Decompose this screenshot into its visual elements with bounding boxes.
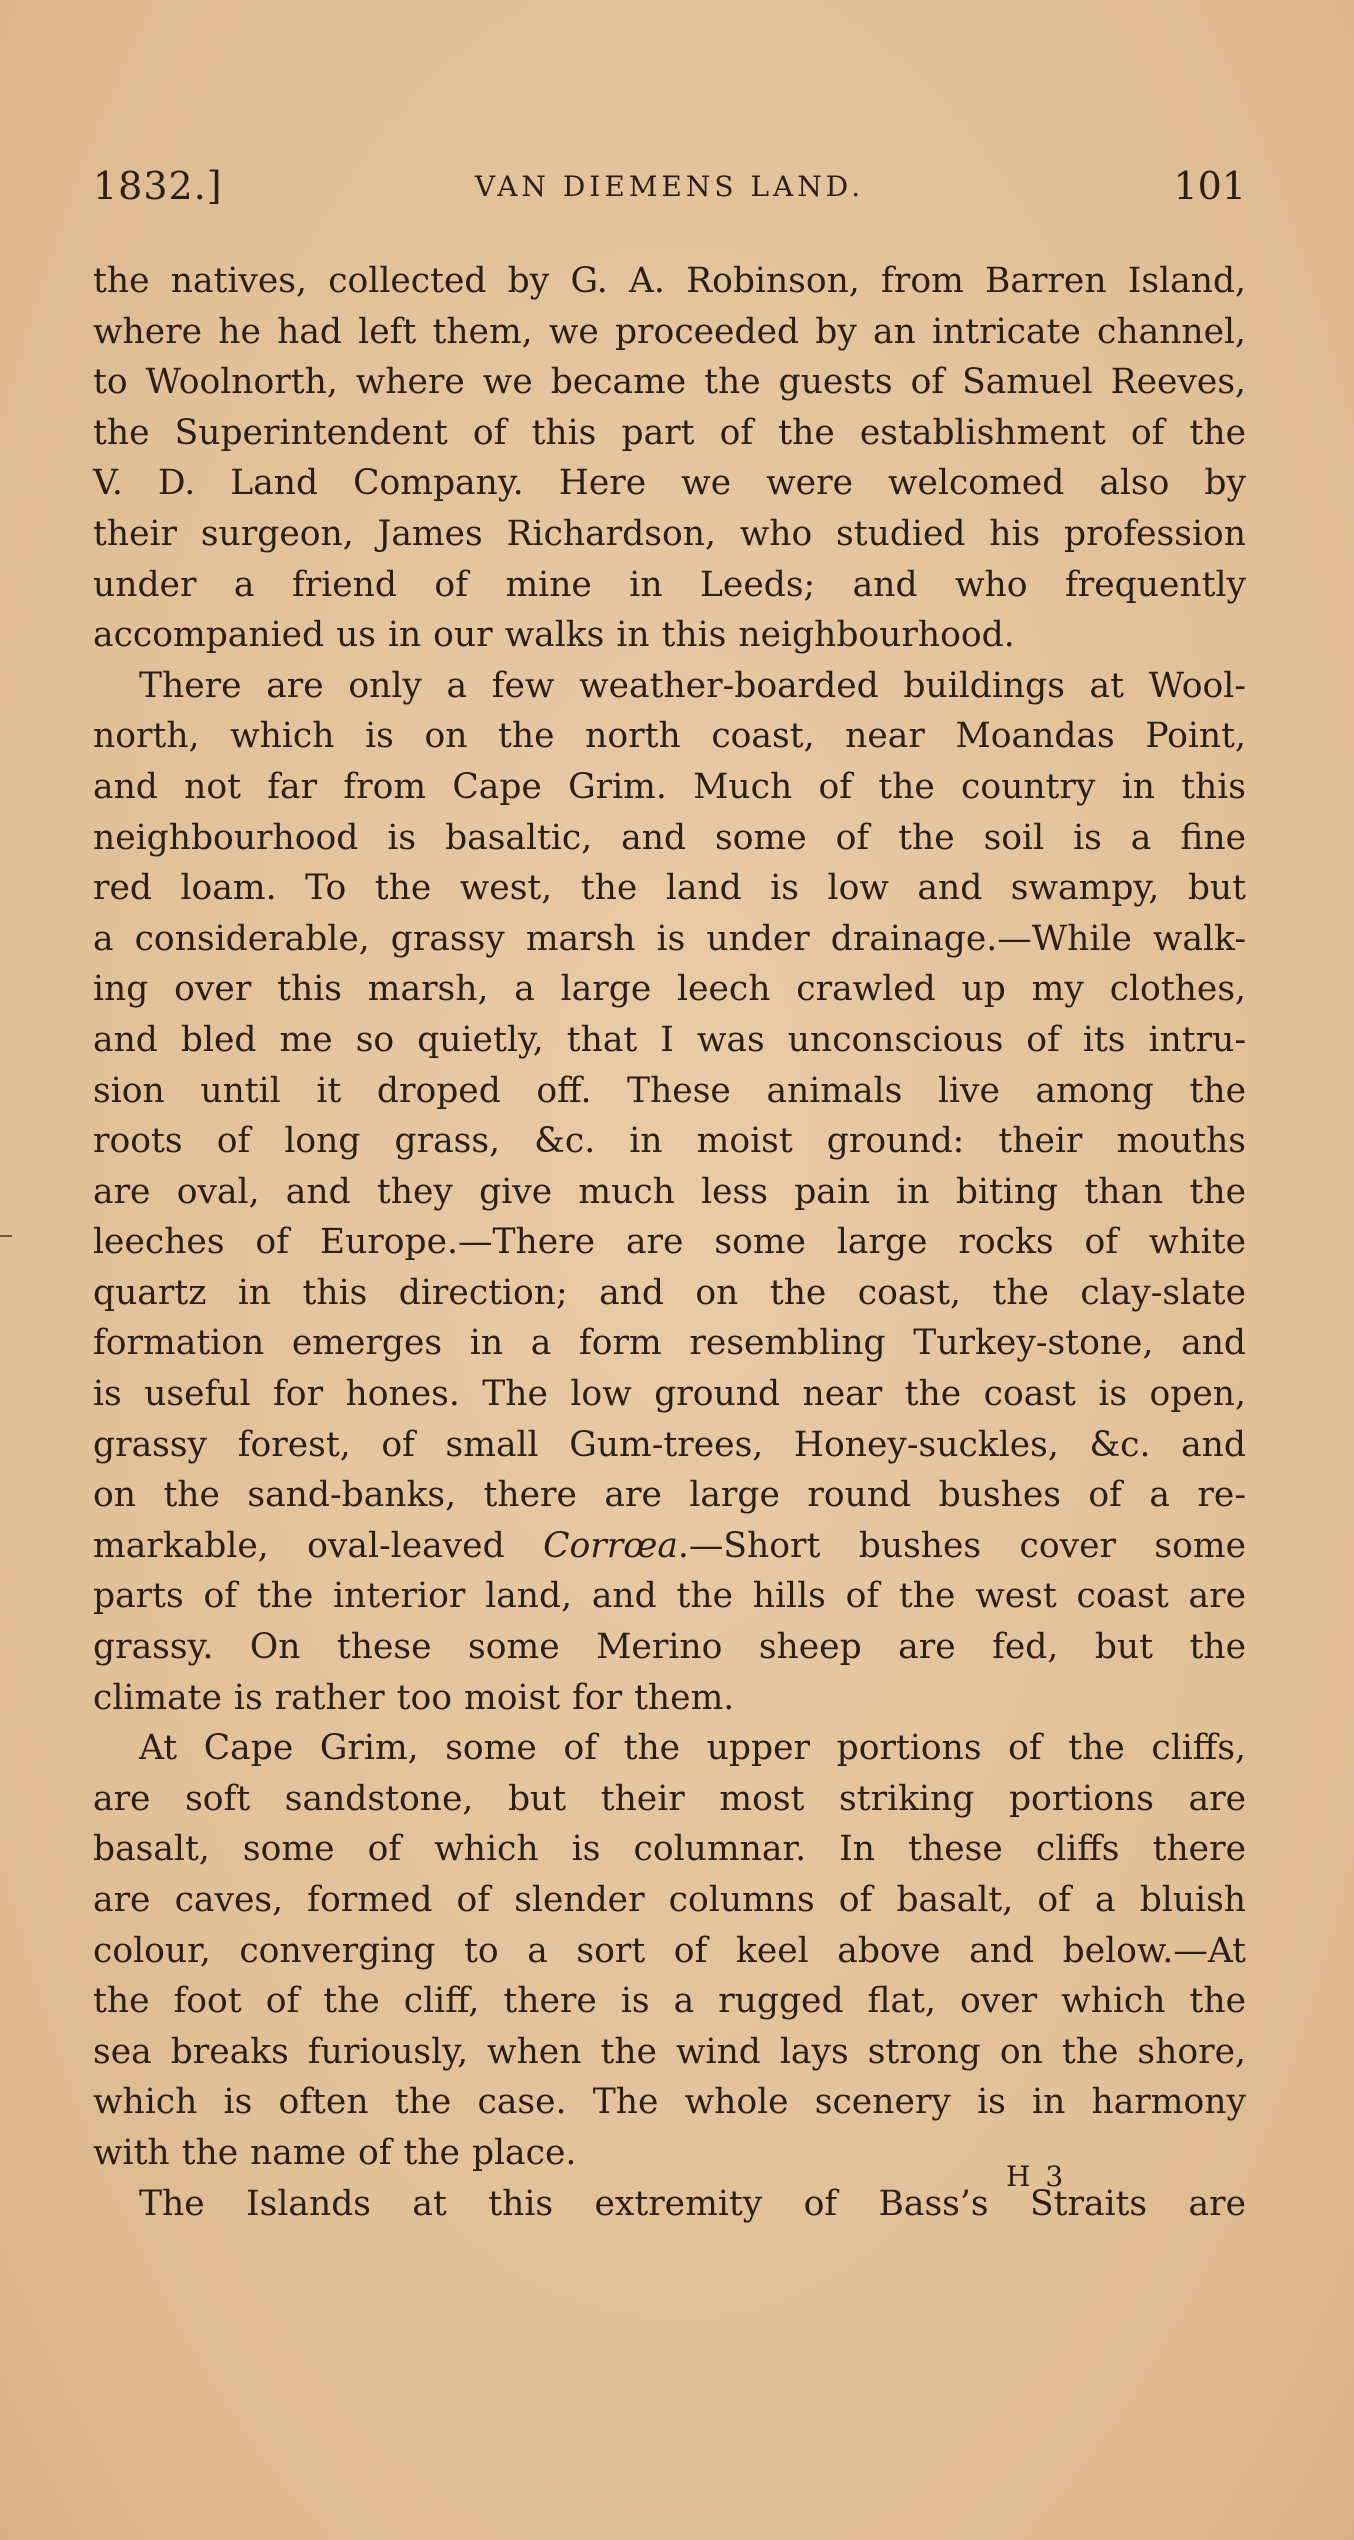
- paragraph-start-line: The Islands at this extremity of Bass’s Straits are: [139, 2183, 1246, 2224]
- text-line: are caves, formed of slender columns of basalt, of a bluish: [93, 1880, 1246, 1920]
- margin-mark: [0, 1235, 12, 1237]
- text-line: parts of the interior land, and the hills of the west coast are: [93, 1576, 1246, 1617]
- text-line: the Superintendent of this part of the establishment of the: [93, 412, 1246, 453]
- italic-plant-name: Corrœa: [543, 1525, 678, 1566]
- text-line: on the sand-banks, there are large round bushes of a re-: [93, 1475, 1246, 1516]
- text-line: and not far from Cape Grim. Much of the country in this: [93, 766, 1246, 807]
- text-line: accompanied us in our walks in this neighbourhood.: [93, 615, 1015, 656]
- line-segment: .—Short bushes cover some: [677, 1525, 1247, 1566]
- header-year: 1832.]: [93, 164, 223, 208]
- text-line: with the name of the place.: [93, 2132, 577, 2173]
- text-line: grassy. On these some Merino sheep are fed, but the: [93, 1627, 1246, 1668]
- text-line: are soft sandstone, but their most striking portions are: [93, 1778, 1246, 1819]
- text-line: leeches of Europe.—There are some large rocks of white: [93, 1222, 1246, 1263]
- text-line: the foot of the cliff, there is a rugged flat, over which the: [93, 1981, 1246, 2022]
- text-line: colour, converging to a sort of keel above and below.—At: [93, 1930, 1246, 1971]
- text-line: sion until it droped off. These animals live among the: [93, 1070, 1246, 1111]
- text-line: grassy forest, of small Gum-trees, Honey-suckles, &c. and: [93, 1424, 1246, 1465]
- text-line: roots of long grass, &c. in moist ground: their mouths: [93, 1121, 1246, 1162]
- text-line: sea breaks furiously, when the wind lays strong on the shore,: [93, 2031, 1246, 2072]
- signature-mark: H 3: [1006, 2160, 1067, 2193]
- text-line: and bled me so quietly, that I was unconscious of its intru-: [93, 1019, 1246, 1060]
- body-text: [93, 256, 1246, 2229]
- text-line: under a friend of mine in Leeds; and who frequently: [93, 564, 1246, 605]
- text-line: north, which is on the north coast, near Moandas Point,: [93, 716, 1246, 757]
- text-line: which is often the case. The whole scenery is in harmony: [93, 2082, 1246, 2123]
- text-line: ing over this marsh, a large leech crawled up my clothes,: [93, 969, 1246, 1010]
- page-header: [93, 164, 1246, 220]
- page-number: 101: [1173, 164, 1246, 208]
- text-line: climate is rather too moist for them.: [93, 1677, 735, 1718]
- text-line: where he had left them, we proceeded by an intricate channel,: [93, 311, 1246, 352]
- text-line: quartz in this direction; and on the coast, the clay-slate: [93, 1272, 1246, 1313]
- line-segment: markable, oval-leaved: [93, 1525, 544, 1566]
- text-line: basalt, some of which is columnar. In these cliffs there: [93, 1829, 1246, 1870]
- text-line: are oval, and they give much less pain in biting than the: [93, 1171, 1246, 1212]
- text-line: red loam. To the west, the land is low and swampy, but: [93, 868, 1246, 909]
- text-line: V. D. Land Company. Here we were welcomed also by: [93, 463, 1246, 504]
- paragraph-start-line: There are only a few weather-boarded buildings at Wool-: [139, 665, 1246, 706]
- text-line: their surgeon, James Richardson, who studied his profession: [93, 513, 1246, 554]
- running-title: VAN DIEMENS LAND.: [474, 170, 865, 203]
- text-line: formation emerges in a form resembling Turkey-stone, and: [93, 1323, 1246, 1364]
- text-line: is useful for hones. The low ground near the coast is open,: [93, 1374, 1246, 1415]
- paragraph-start-line: At Cape Grim, some of the upper portions of the cliffs,: [139, 1728, 1246, 1769]
- text-line: neighbourhood is basaltic, and some of the soil is a fine: [93, 817, 1246, 858]
- text-line-with-italic: [93, 1521, 1246, 1572]
- text-line: the natives, collected by G. A. Robinson, from Barren Island,: [93, 261, 1246, 301]
- text-line: a considerable, grassy marsh is under drainage.—While walk-: [93, 918, 1246, 959]
- text-line: to Woolnorth, where we became the guests of Samuel Reeves,: [93, 362, 1246, 403]
